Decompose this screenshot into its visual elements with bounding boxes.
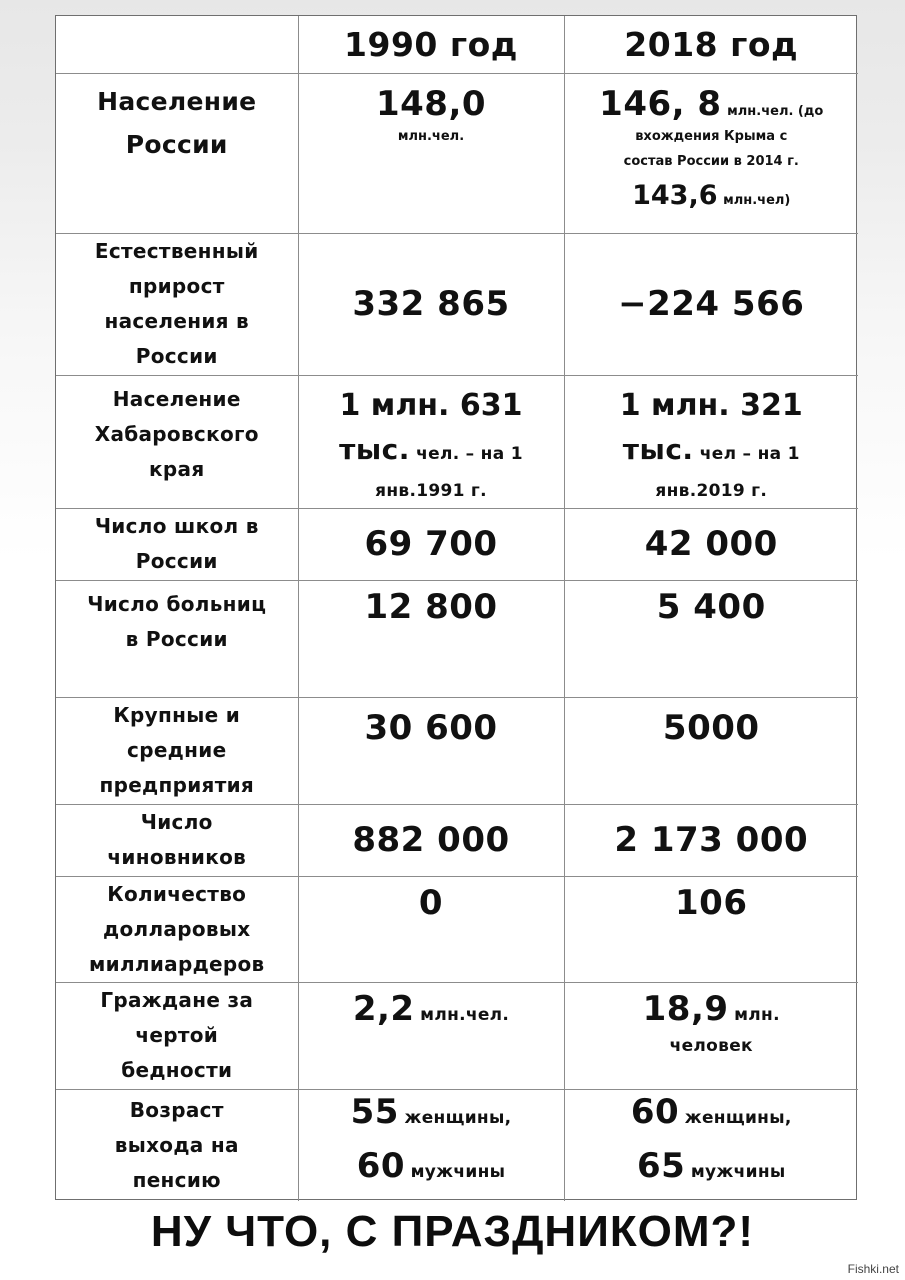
row-hospitals	[56, 580, 858, 697]
header-1990: 1990 год	[298, 16, 564, 73]
cell-poverty-2018: 18,9 млн. человек	[564, 982, 858, 1089]
cell-hospitals-1990: 12 800	[298, 580, 564, 697]
label-hospitals: Число больниц в России	[56, 580, 298, 697]
label-khabarovsk: Население Хабаровского края	[56, 375, 298, 508]
label-officials: Число чиновников	[56, 804, 298, 876]
header-2018: 2018 год	[564, 16, 858, 73]
comparison-table	[55, 15, 857, 1200]
label-poverty: Граждане за чертой бедности	[56, 982, 298, 1089]
label-billionaires: Количество долларовых миллиардеров	[56, 876, 298, 982]
label-natural-growth: Естественный прирост населения в России	[56, 233, 298, 375]
cell-officials-2018: 2 173 000	[564, 804, 858, 876]
cell-retirement-1990: 55 женщины, 60 мужчины	[298, 1089, 564, 1201]
header-row	[56, 16, 858, 73]
row-schools	[56, 508, 858, 580]
row-khabarovsk	[56, 375, 858, 508]
row-officials	[56, 804, 858, 876]
cell-natural-growth-2018: −224 566	[564, 233, 858, 375]
row-natural-growth	[56, 233, 858, 375]
row-poverty	[56, 982, 858, 1089]
watermark: Fishki.net	[847, 1262, 899, 1276]
data-grid	[56, 16, 858, 1201]
label-enterprises: Крупные и средние предприятия	[56, 697, 298, 804]
label-schools: Число школ в России	[56, 508, 298, 580]
row-retirement	[56, 1089, 858, 1201]
header-corner	[56, 16, 298, 73]
label-retirement: Возраст выхода на пенсию	[56, 1089, 298, 1201]
cell-retirement-2018: 60 женщины, 65 мужчины	[564, 1089, 858, 1201]
footer-banner: НУ ЧТО, С ПРАЗДНИКОМ?!	[150, 1207, 755, 1256]
cell-officials-1990: 882 000	[298, 804, 564, 876]
cell-khabarovsk-2018: 1 млн. 321 тыс. чел – на 1 янв.2019 г.	[564, 375, 858, 508]
cell-billionaires-2018: 106	[564, 876, 858, 982]
cell-schools-1990: 69 700	[298, 508, 564, 580]
cell-billionaires-1990: 0	[298, 876, 564, 982]
cell-enterprises-2018: 5000	[564, 697, 858, 804]
cell-schools-2018: 42 000	[564, 508, 858, 580]
cell-enterprises-1990: 30 600	[298, 697, 564, 804]
cell-population-2018: 146, 8 млн.чел. (до вхождения Крыма с состав России в 2014 г. 143,6 млн.чел)	[564, 73, 858, 233]
row-billionaires	[56, 876, 858, 982]
cell-population-1990: 148,0 млн.чел.	[298, 73, 564, 233]
row-population	[56, 73, 858, 233]
cell-khabarovsk-1990: 1 млн. 631 тыс. чел. – на 1 янв.1991 г.	[298, 375, 564, 508]
row-enterprises	[56, 697, 858, 804]
cell-hospitals-2018: 5 400	[564, 580, 858, 697]
cell-natural-growth-1990: 332 865	[298, 233, 564, 375]
label-population: Население России	[56, 73, 298, 233]
cell-poverty-1990: 2,2 млн.чел.	[298, 982, 564, 1089]
